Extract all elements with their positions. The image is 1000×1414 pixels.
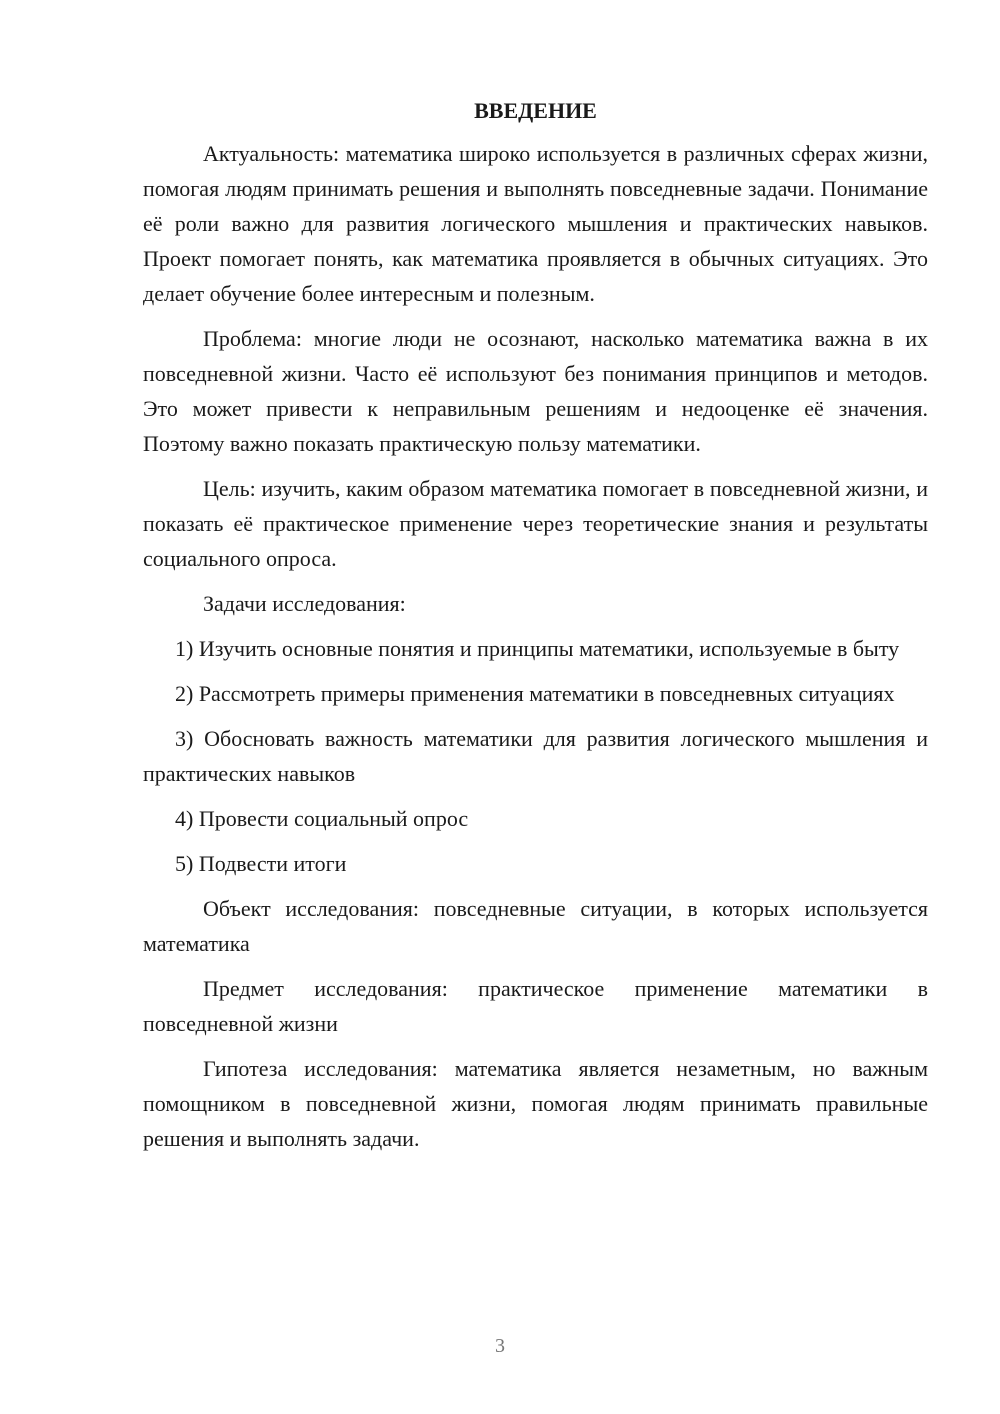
object-paragraph: Объект исследования: повседневные ситуации, в которых используется математика [143, 896, 928, 956]
page-number: 3 [495, 1335, 505, 1357]
task-item-5: 5) Подвести итоги [175, 851, 347, 876]
subject-paragraph: Предмет исследования: практическое применение математики в повседневной жизни [143, 976, 928, 1036]
task-item-1: 1) Изучить основные понятия и принципы математики, используемые в быту [175, 636, 900, 661]
page-content [143, 96, 928, 1166]
page-title: ВВЕДЕНИЕ [474, 98, 597, 123]
task-item-4: 4) Провести социальный опрос [175, 806, 469, 831]
problem-paragraph: Проблема: многие люди не осознают, насколько математика важна в их повседневной жизни. Часто её используют без понимания принципов и методов. Это может привести к неправильным решениям и недооценке её значения. Поэтому важно показать практическую пользу математики. [143, 326, 928, 456]
goal-paragraph: Цель: изучить, каким образом математика помогает в повседневной жизни, и показать её практическое применение через теоретические знания и результаты социального опроса. [143, 476, 928, 571]
task-item-3: 3) Обосновать важность математики для развития логического мышления и практических навыков [143, 726, 928, 786]
relevance-paragraph: Актуальность: математика широко используется в различных сферах жизни, помогая людям принимать решения и выполнять повседневные задачи. Понимание её роли важно для развития логического мышления и практических навыков. Проект помогает понять, как математика проявляется в обычных ситуациях. Это делает обучение более интересным и полезным. [143, 141, 928, 306]
tasks-heading: Задачи исследования: [203, 591, 406, 616]
task-item-2: 2) Рассмотреть примеры применения математики в повседневных ситуациях [175, 681, 895, 706]
hypothesis-paragraph: Гипотеза исследования: математика является незаметным, но важным помощником в повседневной жизни, помогая людям принимать правильные решения и выполнять задачи. [143, 1056, 928, 1151]
